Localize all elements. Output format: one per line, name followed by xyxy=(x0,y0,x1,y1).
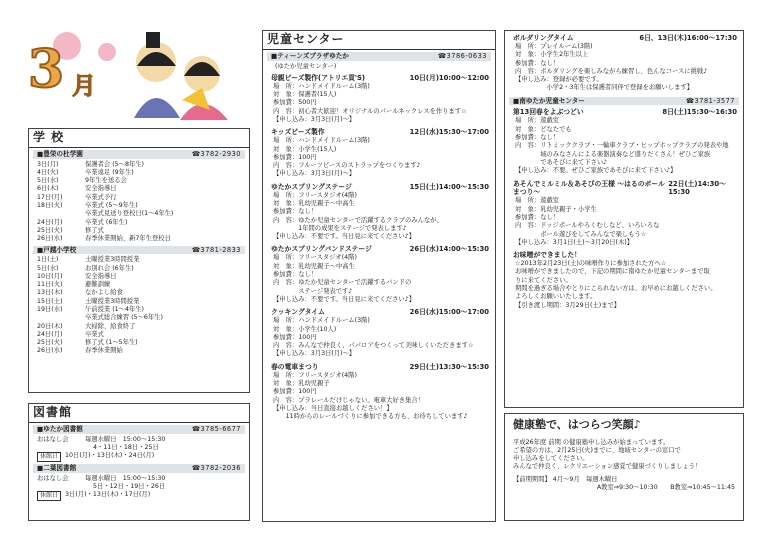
event-line: 内 容：ボルダリングを楽しみながら練習し、色んなコースに挑戦♪ xyxy=(515,67,708,75)
event-line: 内 容：みんなで仲良く、パパロアをつくって美味しくいただきます☆ xyxy=(273,342,474,350)
event-line: であそびに来て下さい♪ xyxy=(515,158,608,166)
schedule-date: 13日(木) xyxy=(37,289,63,297)
event-line: 11時からのレールづくりに参加できる方も、お待ちしています♪ xyxy=(273,413,468,421)
schedule-text: 大掃除、給食終了 xyxy=(85,322,136,330)
event-line: ステージ発表です♪ xyxy=(273,287,353,295)
event xyxy=(271,363,489,422)
storytime-schedule: 毎週水曜日 15:00～15:30 xyxy=(85,474,166,482)
event-name: クッキングタイム xyxy=(271,308,325,317)
event-line: 場 所：フリースタジオ(4階) xyxy=(273,254,357,262)
schedule-date: 4日(火) xyxy=(37,168,59,176)
schedule-date xyxy=(37,314,85,322)
event xyxy=(271,128,489,178)
schedule-text: 卒業遠足 (9年生) xyxy=(85,168,134,176)
schedule-date: 19日(水) xyxy=(37,305,63,313)
schedule-row xyxy=(29,331,249,339)
event-line: 内 容：フルーツピースのストラップをつくります♪ xyxy=(273,162,421,170)
event-line: 参加費：なし！ xyxy=(273,208,318,216)
schedule-text: 卒業式 xyxy=(85,330,104,338)
event-line: 参加費：なし！ xyxy=(515,59,560,67)
schedule-row xyxy=(29,273,249,281)
event-line: 【申し込み：登録が必要です。 xyxy=(515,76,603,84)
health-line: 申し込みをしてください。 xyxy=(513,455,589,463)
notice-line: よろしくお願いいたします。 xyxy=(515,293,597,301)
schedule-date: 20日(木) xyxy=(37,322,63,330)
schedule-row xyxy=(29,298,249,306)
health-line: みんなで仲良く、レクリエーション感覚で健康づくりしましょう！ xyxy=(513,463,702,471)
school-bar xyxy=(33,246,245,255)
closed-dates: 3日(月)・13日(木)・17日(月) xyxy=(65,491,151,499)
schedule-row xyxy=(29,210,249,218)
schedule-row xyxy=(29,314,249,322)
event xyxy=(513,108,737,175)
event-time: 22日(土)14:30～15:30 xyxy=(668,179,726,197)
schedule-date: 6日(木) xyxy=(37,185,59,193)
event-name: ゆたかスプリングバンドステージ xyxy=(271,245,372,254)
schedule-row xyxy=(29,219,249,227)
schedule-text: 9年生を送る会 xyxy=(85,177,127,185)
event-line: 【申し込み：3月3日(月)～】 xyxy=(273,350,356,358)
closed-dates: 10日(月)・13日(木)・24日(月) xyxy=(65,452,155,460)
school-tel: ☎3782-2930 xyxy=(191,149,241,158)
schedule-row xyxy=(29,227,249,235)
event-line: 参加費：100円 xyxy=(273,333,317,341)
event-name: 春の電車まつり xyxy=(271,362,319,371)
school-section xyxy=(28,128,250,393)
health-lines xyxy=(513,439,735,472)
schedule-row xyxy=(29,169,249,177)
event-line: 場 所：フリースタジオ(4階) xyxy=(273,371,357,379)
schedule-text: 修了式 xyxy=(85,226,104,234)
storytime-dates: 5日・12日・19日・26日 xyxy=(93,483,166,491)
schedule-date xyxy=(37,210,85,218)
event xyxy=(271,245,489,304)
event-line: 【申し込み：当日直接お越しください！】 xyxy=(273,404,393,412)
health-line: ご希望の方は、2月25日(火)までに、地域センターの窓口で xyxy=(513,446,681,454)
school-schedule xyxy=(29,161,249,244)
event-line: 内 容：初心者大歓迎！オリジナルのパールネックレスを作ります☆ xyxy=(273,107,467,115)
schedule-text: なかよし給食 xyxy=(85,289,123,297)
school-name: ■戸越小学校 xyxy=(37,245,77,254)
event-line: 【申し込み：3月3日(月)～】 xyxy=(273,170,356,178)
event-line: 内 容：ゆたか児童センターで活躍するクラブのみんなが、 xyxy=(273,216,443,224)
schedule-date: 10日(月) xyxy=(37,272,63,280)
schedule-date: 11日(火) xyxy=(37,281,63,289)
event-line: 1年間の成果をステージで発表します♪ xyxy=(273,224,407,232)
event-line: 対 象：どなたでも xyxy=(515,125,572,133)
schedule-date: 25日(火) xyxy=(37,339,63,347)
school-tel: ☎3781-2833 xyxy=(191,245,241,254)
event-time: 15日(土)14:00～15:30 xyxy=(409,182,489,191)
event-line: 対 象：乳幼児親子 xyxy=(273,379,330,387)
event-line: 場 所：フリースタジオ(4階) xyxy=(273,191,357,199)
event-line: 内 容：ドッジボールやろくむしなど、いろいろな xyxy=(515,222,660,230)
schedule-row xyxy=(29,256,249,264)
closed-row xyxy=(29,491,249,501)
schedule-text: 保護者会 (5～8年生) xyxy=(85,160,145,168)
south-tel: ☎3781-3577 xyxy=(685,96,735,105)
event-header xyxy=(271,74,489,83)
event-time: 6日、13日(木)16:00～17:30 xyxy=(639,34,737,42)
event-time: 26日(水)14:00～15:30 xyxy=(409,245,489,254)
schedule-text: 安全指導日 xyxy=(85,185,117,193)
event-header xyxy=(513,34,737,43)
event-line: 域のみなさんによる楽器演奏など盛りだくさん！ぜひご家族 xyxy=(515,150,711,158)
event-name: 第13回春をよぶつどい xyxy=(513,108,584,117)
event-line: 場 所：プレイルーム(3階) xyxy=(515,42,593,50)
schedule-date: 26日(水) xyxy=(37,235,63,243)
event-line: 内 容：プラレールだけじゃない。電車大好き集合！ xyxy=(273,396,424,404)
schedule-text: 卒業式総合練習 (5～6年生) xyxy=(85,314,163,322)
school-schedule xyxy=(29,256,249,356)
storytime-row xyxy=(29,436,249,444)
notice-line: 【引き渡し期間：3月29日(土)まで】 xyxy=(515,301,621,309)
schedule-date: 17日(月) xyxy=(37,193,63,201)
storytime-label: おはなし会 xyxy=(37,435,69,443)
event-line: 参加費：100円 xyxy=(273,153,317,161)
schedule-date: 25日(火) xyxy=(37,226,63,234)
schedule-text: 卒業式予行 xyxy=(85,193,117,201)
school-bar xyxy=(33,150,245,159)
event-line: 対 象：保護者(15人) xyxy=(273,91,337,99)
library-title: 図書館 xyxy=(29,404,249,423)
event-line: 参加費：なし！ xyxy=(515,214,560,222)
event-line: 対 象：乳幼児親子・小学生 xyxy=(515,205,597,213)
schedule-date: 24日(月) xyxy=(37,330,63,338)
library-section xyxy=(28,403,250,521)
schedule-text: 避難訓練 xyxy=(85,281,111,289)
event-line: 場 所：ハンドメイドルーム(3階) xyxy=(273,317,370,325)
health-title: 健康塾で、はつらつ笑顔♪ xyxy=(513,418,641,431)
event-line: 内 容：ゆたか児童センターで活躍するバンドの xyxy=(273,279,412,287)
library-tel: ☎3785-6677 xyxy=(191,424,241,433)
event-header xyxy=(271,308,489,317)
hina-dolls-illustration xyxy=(32,18,250,124)
event-line: 場 所：遊戯室 xyxy=(515,197,560,205)
schedule-text: 土曜授業3時間授業 xyxy=(85,256,140,264)
event-name: 母親ビーズ製作(アトリエ貢'S) xyxy=(271,73,366,82)
schedule-date: 26日(水) xyxy=(37,347,63,355)
schedule-text: 卒業式 (5～9年生) xyxy=(85,202,138,210)
schedule-text: 土曜授業3時間授業 xyxy=(85,297,140,305)
schedule-date: 5日(水) xyxy=(37,264,59,272)
event-time: 12日(水)15:30～17:00 xyxy=(409,128,489,137)
month-unit: 月 xyxy=(72,71,96,100)
event-line: 場 所：ハンドメイドルーム(3階) xyxy=(273,82,370,90)
schedule-text: 春季休業開始、新7年生登校日 xyxy=(85,235,171,243)
schedule-date: 24日(月) xyxy=(37,218,63,226)
event-name: キッズビーズ製作 xyxy=(271,128,325,137)
closed-label: 休館日 xyxy=(37,491,61,501)
notice-line: 期間を過ぎる場合やとりにこられない方は、お早めにお越しください。 xyxy=(515,285,717,293)
event-line: 参加費：100円 xyxy=(273,388,317,396)
storytime-schedule: 毎週水曜日 15:00～15:30 xyxy=(85,435,166,443)
library-bar xyxy=(33,464,245,473)
storytime-dates: 4・11日・18日・25日 xyxy=(93,443,159,451)
schedule-text: 午前授業 (1～4年生) xyxy=(85,305,145,313)
schedule-date: 15日(土) xyxy=(37,297,63,305)
schedule-text: 修了式 (1～5年生) xyxy=(85,339,138,347)
event xyxy=(513,180,737,248)
event-line: 場 所：遊戯室 xyxy=(515,117,560,125)
schedule-text: 安全指導日 xyxy=(85,272,117,280)
event-header xyxy=(513,180,737,198)
closed-row xyxy=(29,452,249,462)
school-title: 学 校 xyxy=(29,129,249,148)
event-line: ボール遊びをしてみんなで楽しもう☆ xyxy=(515,230,647,238)
notice-box xyxy=(513,251,737,310)
health-classes: A教室⇒9:30～10:30 B教室⇒10:45～11:45 xyxy=(596,484,735,491)
event-line: 参加費：500円 xyxy=(273,99,317,107)
event-time: 29日(土)13:30～15:30 xyxy=(409,362,489,371)
event-line: 場 所：ハンドメイドルーム(3階) xyxy=(273,137,370,145)
event-name: あそんでミルミル＆あそびの王様 ～はるのボールまつり～ xyxy=(513,179,665,197)
schedule-date: 18日(火) xyxy=(37,202,63,210)
storytime-row xyxy=(29,475,249,483)
event-line: 【申し込み：不要。ぜひご家族であそびに来て下さい♪】 xyxy=(515,167,677,175)
event-line: 【申し込み：不要です。当日見に来てください♪】 xyxy=(273,233,416,241)
schedule-row xyxy=(29,289,249,297)
event-time: 10日(月)10:00～12:00 xyxy=(409,73,489,82)
event-line: 【申し込み：不要です。当日見に来てください♪】 xyxy=(273,295,416,303)
right-section xyxy=(504,30,744,408)
event-header xyxy=(271,363,489,372)
schedule-row xyxy=(29,347,249,355)
closed-label: 休館日 xyxy=(37,452,61,462)
event-line: 対 象：小学生(15人) xyxy=(273,145,337,153)
health-section xyxy=(504,413,744,521)
event-line: 内 容：リトミッククラブ・一輪車クラブ・ヒップホップクラブの発表や地 xyxy=(515,142,729,150)
event-line: 【申し込み：3月3日(月)～】 xyxy=(273,115,356,123)
schedule-date: 1日(土) xyxy=(37,256,59,264)
event xyxy=(271,74,489,124)
schedule-row xyxy=(29,185,249,193)
event-line: 小学2・3年生は保護者同伴で登録をお願いします】 xyxy=(515,84,694,92)
center-bar xyxy=(267,52,491,61)
center-name: ■ティーンズプラザゆたか xyxy=(271,51,349,60)
event-line: 参加費：なし！ xyxy=(273,271,318,279)
schedule-row xyxy=(29,323,249,331)
center-tel: ☎3786-0633 xyxy=(437,51,487,60)
month-number: 3 xyxy=(28,39,65,100)
schedule-date: 3日(月) xyxy=(37,160,59,168)
south-events xyxy=(505,108,743,247)
health-period: 【前期期間】 4月～9月 毎週木曜日 xyxy=(513,475,618,483)
notice xyxy=(505,251,743,310)
schedule-text: 卒業式見送り登校日(1～4年生) xyxy=(85,210,174,218)
school-name: ■豊栄の杜学園 xyxy=(37,149,83,158)
event-name: ボルダリングタイム xyxy=(513,34,574,42)
event-line: 【申し込み：3月1日(土)～3月20日(木)】 xyxy=(515,238,634,246)
notice-line: りに来てください。 xyxy=(515,276,572,284)
event xyxy=(271,308,489,358)
center-title: 児童センター xyxy=(263,31,495,50)
event xyxy=(271,183,489,242)
center-subtitle: (ゆたか児童センター) xyxy=(275,62,337,70)
event xyxy=(513,34,737,93)
schedule-row xyxy=(29,235,249,243)
center-events xyxy=(263,74,495,422)
event-time: 26日(水)15:00～17:00 xyxy=(409,308,489,317)
event-line: 対 象：小学生(10人) xyxy=(273,325,337,333)
library-bar xyxy=(33,425,245,434)
center-section xyxy=(262,30,496,522)
event-line: 対 象：乳幼児親子～中高生 xyxy=(273,262,355,270)
schedule-text: 卒業式 (6年生) xyxy=(85,218,128,226)
event-line: 対 象：乳幼児親子～中高生 xyxy=(273,200,355,207)
library-blocks xyxy=(29,425,249,501)
schedule-text: 春季休業開始 xyxy=(85,347,123,355)
library-tel: ☎3782-2036 xyxy=(191,464,241,473)
health-line: 平成26年度 前期 の健康塾申し込みが始まっています。 xyxy=(513,438,670,446)
schedule-row xyxy=(29,194,249,202)
bouldering-event xyxy=(505,34,743,93)
schedule-text: お別れ会 (6年生) xyxy=(85,264,134,272)
storytime-label: おはなし会 xyxy=(37,474,69,482)
notice-title: お味噌ができました！ xyxy=(513,251,581,260)
library-name: ■二葉図書館 xyxy=(37,464,77,473)
event-line: 対 象：小学生2年生以上 xyxy=(515,51,589,59)
south-bar xyxy=(509,97,739,106)
schedule-date: 5日(水) xyxy=(37,177,59,185)
event-line: 参加費：なし！ xyxy=(515,134,560,142)
event-time: 8日(土)15:30～16:30 xyxy=(662,108,737,117)
notice-line: お味噌ができましたので、下記の期間に南ゆたか児童センターまで取 xyxy=(515,268,710,276)
schedule-row xyxy=(29,265,249,273)
notice-line: ☆2013年2月23日(土)の味噌作りに参加された方へ☆ xyxy=(515,260,667,268)
event-header xyxy=(271,128,489,137)
schedule-row xyxy=(29,161,249,169)
south-name: ■南ゆたか児童センター xyxy=(513,96,585,105)
event-name: ゆたかスプリングステージ xyxy=(271,182,352,191)
event-header xyxy=(271,183,489,192)
library-name: ■ゆたか図書館 xyxy=(37,424,83,433)
schedule-row xyxy=(29,177,249,185)
